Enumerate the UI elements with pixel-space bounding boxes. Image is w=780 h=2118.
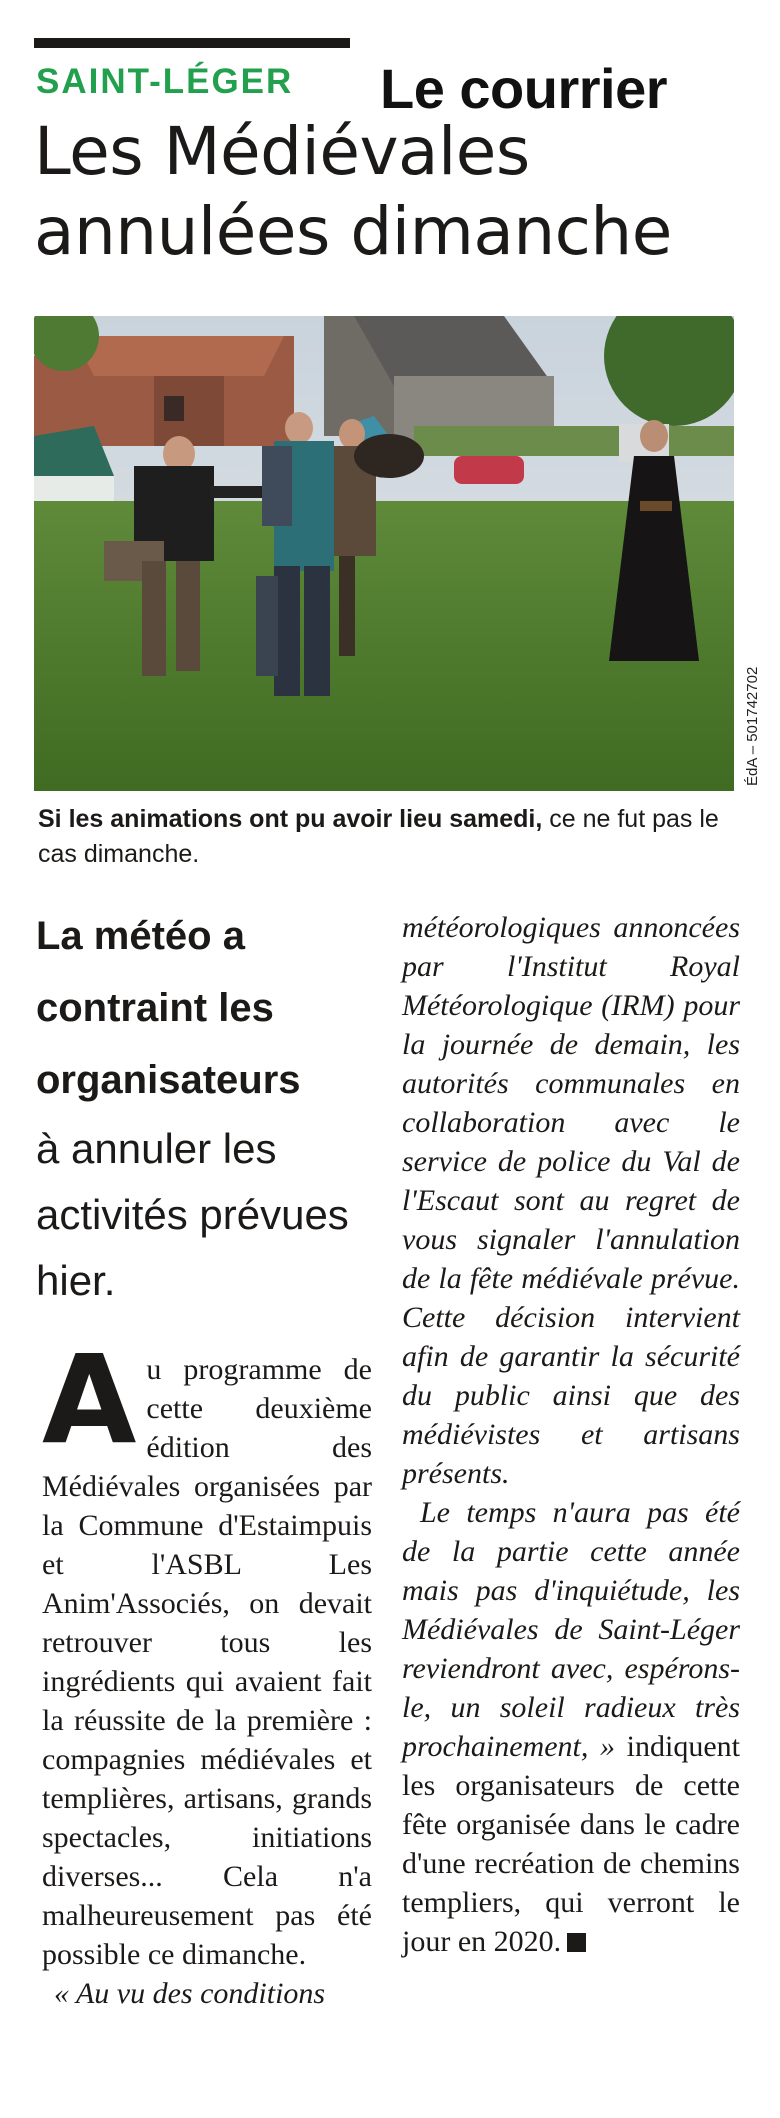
- body-column-1: [42, 1329, 372, 2013]
- body-paragraph-2-continued: météorologiques annoncées par l'Institut Royal Météorologique (IRM) pour la journée de demain, les autorités communales en collaboration avec le service de police du Val de l'Escaut sont au regret de vous signaler l'annulation de la fête médiévale prévue. Cette décision intervient afin de garantir la sécurité du public ainsi que des médiévistes et artisans présents.: [402, 911, 740, 1490]
- body-paragraph-3: [402, 1493, 740, 1961]
- photo-caption: [38, 802, 738, 872]
- article-photo: [34, 316, 734, 791]
- photo-credit: ÉdA – 501742702: [744, 666, 761, 786]
- top-rule: [34, 38, 350, 48]
- lead-bold: La météo a contraint les organisateurs: [36, 914, 301, 1102]
- end-mark-icon: [567, 1933, 586, 1952]
- section-rubric: Le courrier: [380, 57, 668, 120]
- lead-normal: à annuler les activités prévues hier.: [36, 1125, 349, 1304]
- medieval-event-photo: [34, 316, 734, 791]
- body-paragraph-2-start: « Au vu des conditions: [54, 1977, 326, 2010]
- caption-normal: ce ne fut pas le cas dimanche.: [38, 805, 719, 868]
- location-kicker: SAINT-LÉGER: [36, 62, 294, 101]
- caption-bold: Si les animations ont pu avoir lieu samedi,: [38, 805, 543, 833]
- body-column-2: [402, 908, 740, 1961]
- quote-attribution: indiquent les organisateurs de cette fête organisée dans le cadre d'une recréation de chemins templiers, qui verront le jour en 2020.: [402, 1730, 740, 1958]
- article-headline: Les Médiévales annulées dimanche: [34, 113, 672, 270]
- quote-italic: Le temps n'aura pas été de la partie cette année mais pas d'inquiétude, les Médiévales de Saint-Léger reviendront avec, espérons-le, un soleil radieux très prochainement, »: [402, 1496, 740, 1763]
- drop-cap: A: [42, 1329, 137, 1471]
- article-lead: [36, 900, 376, 1314]
- body-paragraph-1: u programme de cette deuxième édition des Médiévales organisées par la Commune d'Estaimpuis et l'ASBL Les Anim'Associés, on devait retrouver tous les ingrédients qui avaient fait la réussite de la première : compagnies médiévales et templières, artisans, grands spectacles, initiations diverses... Cela n'a malheureusement pas été possible ce dimanche.: [42, 1353, 372, 1971]
